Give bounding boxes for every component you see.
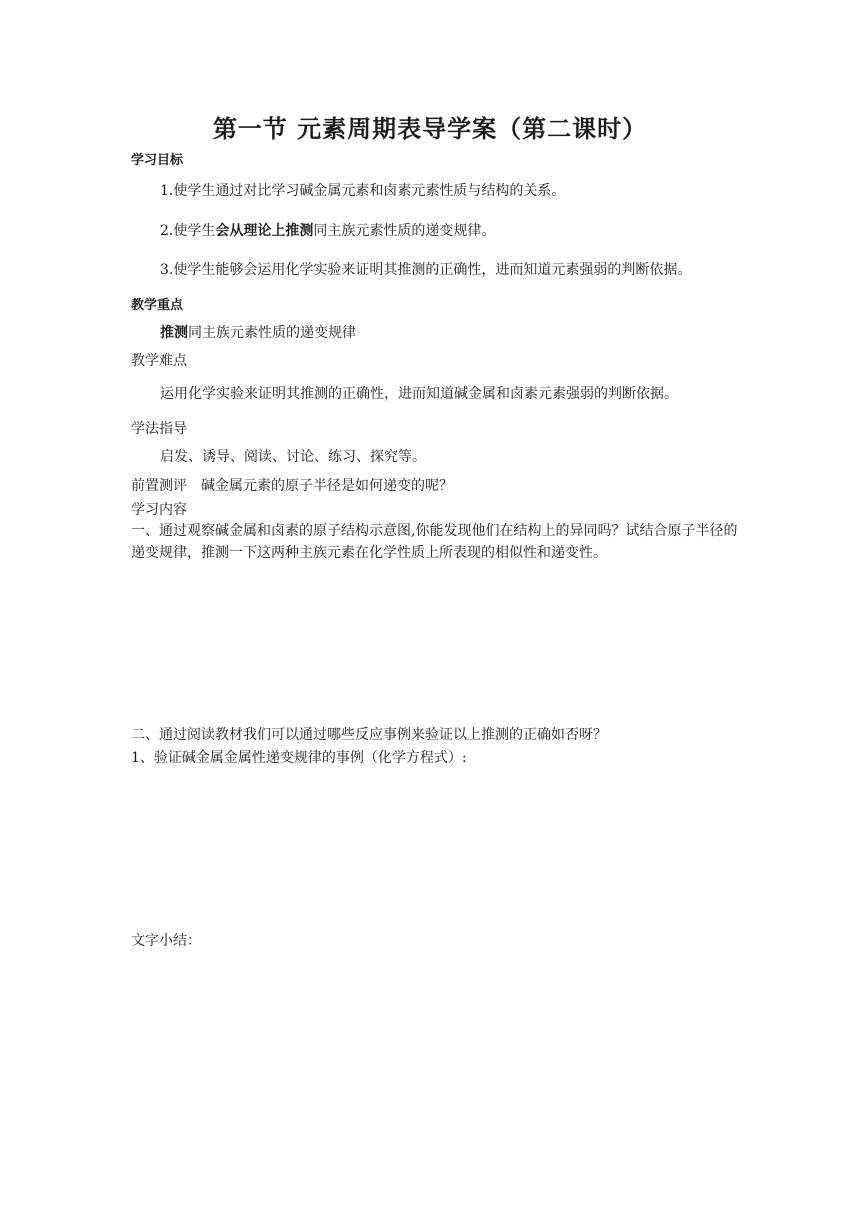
pretest-label: 前置测评 — [131, 478, 187, 494]
pretest-line — [131, 476, 453, 496]
key-points-heading: 教学重点 — [131, 298, 184, 313]
guidance-text: 启发、诱导、阅读、讨论、练习、探究等。 — [160, 449, 426, 465]
objective-item-2-post: 同主族元素性质的递变规律。 — [313, 223, 496, 239]
summary-label: 文字小结： — [131, 933, 201, 949]
objective-item-2-pre: 2.使学生 — [160, 223, 216, 239]
content-heading: 学习内容 — [131, 502, 187, 518]
content-item-1: 1、验证碱金属金属性递变规律的事例（化学方程式）: — [131, 750, 467, 766]
objective-item-1: 1.使学生通过对比学习碱金属元素和卤素元素性质与结构的关系。 — [160, 183, 566, 199]
objective-item-2 — [160, 221, 495, 241]
content-section-2: 二、通过阅读教材我们可以通过哪些反应事例来验证以上推测的正确如否呀？ — [131, 727, 607, 743]
pretest-question: 碱金属元素的原子半径是如何递变的呢？ — [201, 478, 453, 494]
key-points-bold: 推测 — [160, 325, 188, 341]
key-points-text — [160, 323, 356, 343]
key-points-rest: 同主族元素性质的递变规律 — [188, 325, 356, 341]
objectives-heading: 学习目标 — [131, 153, 184, 168]
objective-item-3: 3.使学生能够会运用化学实验来证明其推测的正确性，进而知道元素强弱的判断依据。 — [160, 262, 692, 278]
content-section-1: 一、通过观察碱金属和卤素的原子结构示意图,你能发现他们在结构上的异同吗？试结合原子半径的递变规律，推测一下这两种主族元素在化学性质上所表现的相似性和递变性。 — [131, 523, 738, 561]
difficulties-heading: 教学难点 — [131, 353, 187, 369]
document-title: 第一节 元素周期表导学案（第二课时） — [212, 115, 648, 143]
objective-item-2-bold: 会从理论上推测 — [215, 223, 314, 239]
guidance-heading: 学法指导 — [131, 421, 187, 437]
difficulties-text: 运用化学实验来证明其推测的正确性，进而知道碱金属和卤素元素强弱的判断依据。 — [160, 386, 678, 402]
